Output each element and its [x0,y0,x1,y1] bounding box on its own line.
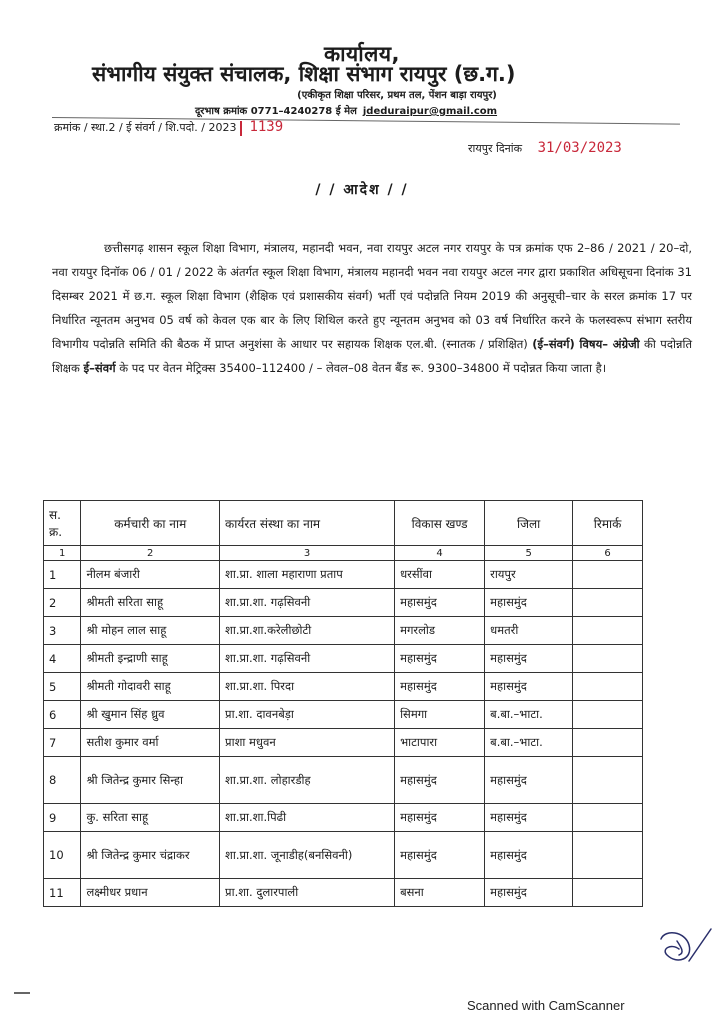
institution-cell: शा.प्रा.शा. गढ़सिवनी [220,589,395,617]
body-bold-cadre-subject: (ई–संवर्ग) विषय– अंग्रेजी [532,337,640,351]
table-row [44,561,643,589]
table-row [44,701,643,729]
signature [655,925,715,975]
remark-cell [573,589,643,617]
serial-cell: 6 [44,701,81,729]
handwritten-date: 31/03/2023 [537,140,622,156]
employee-name-cell: श्री जितेन्द्र कुमार सिन्हा [81,757,220,804]
remark-cell [573,879,643,907]
date-label: रायपुर दिनांक [468,142,523,155]
institution-cell: शा.प्रा.शा. पिरदा [220,673,395,701]
column-number: 1 [44,546,81,561]
employee-name-cell: नीलम बंजारी [81,561,220,589]
header-remark: रिमार्क [573,501,643,546]
district-cell: महासमुंद [485,832,573,879]
district-cell: ब.बा.–भाटा. [485,729,573,757]
block-cell: महासमुंद [395,673,485,701]
contact-line [195,103,497,117]
district-cell: महासमुंद [485,673,573,701]
block-cell: महासमुंद [395,757,485,804]
reference-number [54,119,283,136]
district-cell: धमतरी [485,617,573,645]
body-text-3: के पद पर वेतन मेट्रिक्स 35400–112400 / – लेवल–08 वेतन बैंड रू. 9300–34800 में पदोन्नत किया जाता है। [115,361,607,375]
remark-cell [573,701,643,729]
employee-name-cell: श्री मोहन लाल साहू [81,617,220,645]
column-number: 4 [395,546,485,561]
institution-cell: शा.प्रा.शा. लोहारडीह [220,757,395,804]
remark-cell [573,673,643,701]
district-cell: ब.बा.–भाटा. [485,701,573,729]
header-institution: कार्यरत संस्था का नाम [220,501,395,546]
serial-cell: 8 [44,757,81,804]
employee-name-cell: कु. सरिता साहू [81,804,220,832]
block-cell: महासमुंद [395,645,485,673]
promotion-table [43,500,643,907]
employee-name-cell: सतीश कुमार वर्मा [81,729,220,757]
serial-cell: 1 [44,561,81,589]
block-cell: सिमगा [395,701,485,729]
institution-cell: शा.प्रा.शा.पिढी [220,804,395,832]
district-cell: महासमुंद [485,645,573,673]
table-row [44,804,643,832]
employee-name-cell: लक्ष्मीधर प्रधान [81,879,220,907]
authority-heading: संभागीय संयुक्त संचालक, शिक्षा संभाग रायपुर (छ.ग.) [92,62,516,86]
institution-cell: शा.प्रा.शा. गढ़सिवनी [220,645,395,673]
block-cell: बसना [395,879,485,907]
district-cell: रायपुर [485,561,573,589]
institution-cell: शा.प्रा.शा. जूनाडीह(बनसिवनी) [220,832,395,879]
serial-cell: 9 [44,804,81,832]
handwritten-ref-number: 1139 [249,119,284,135]
serial-cell: 10 [44,832,81,879]
employee-name-cell: श्रीमती इन्द्राणी साहू [81,645,220,673]
block-cell: मगरलोड [395,617,485,645]
reference-label: क्रमांक / स्था.2 / ई संवर्ग / शि.पदो. / 2023 [54,121,237,134]
block-cell: महासमुंद [395,589,485,617]
serial-cell: 2 [44,589,81,617]
block-cell: महासमुंद [395,832,485,879]
table-row [44,617,643,645]
serial-cell: 3 [44,617,81,645]
column-number: 3 [220,546,395,561]
order-date [468,140,622,156]
table-row [44,589,643,617]
remark-cell [573,832,643,879]
block-cell: महासमुंद [395,804,485,832]
institution-cell: प्रा.शा. दावनबेड़ा [220,701,395,729]
email-link[interactable]: jdeduraipur@gmail.com [362,106,498,117]
margin-mark [14,992,30,994]
serial-cell: 11 [44,879,81,907]
order-body [52,236,692,380]
body-text-2: की पदोन्नति शिक्षक [52,337,693,375]
column-number: 6 [573,546,643,561]
remark-cell [573,617,643,645]
district-cell: महासमुंद [485,804,573,832]
district-cell: महासमुंद [485,757,573,804]
table-row [44,673,643,701]
institution-cell: प्राशा मधुवन [220,729,395,757]
header-serial: स. क्र. [44,501,81,546]
phone-label: दूरभाष क्रमांक 0771–4240278 ई मेल [195,106,357,117]
column-number: 5 [485,546,573,561]
header-employee-name: कर्मचारी का नाम [81,501,220,546]
office-address: (एकीकृत शिक्षा परिसर, प्रथम तल, पेंशन बाड़ा रायपुर) [297,90,497,101]
remark-cell [573,645,643,673]
serial-cell: 4 [44,645,81,673]
institution-cell: शा.प्रा.शा.करेलीछोटी [220,617,395,645]
block-cell: धरसींवा [395,561,485,589]
employee-name-cell: श्रीमती गोदावरी साहू [81,673,220,701]
block-cell: भाटापारा [395,729,485,757]
order-title: / / आदेश / / [315,182,409,198]
serial-cell: 5 [44,673,81,701]
office-heading: कार्यालय, [323,42,401,66]
institution-cell: शा.प्रा. शाला महाराणा प्रताप [220,561,395,589]
employee-name-cell: श्री जितेन्द्र कुमार चंद्राकर [81,832,220,879]
remark-cell [573,757,643,804]
body-bold-cadre: ई–संवर्ग [83,361,116,375]
header-block: विकास खण्ड [395,501,485,546]
institution-cell: प्रा.शा. दुलारपाली [220,879,395,907]
employee-name-cell: श्रीमती सरिता साहू [81,589,220,617]
remark-cell [573,561,643,589]
serial-cell: 7 [44,729,81,757]
handwritten-separator [240,121,242,136]
district-cell: महासमुंद [485,879,573,907]
table-row [44,729,643,757]
table-row [44,879,643,907]
column-number-row [44,546,643,561]
district-cell: महासमुंद [485,589,573,617]
remark-cell [573,729,643,757]
table-row [44,645,643,673]
table-row [44,757,643,804]
remark-cell [573,804,643,832]
table-header-row [44,501,643,546]
employee-name-cell: श्री खुमान सिंह ध्रुव [81,701,220,729]
body-text-1: छत्तीसगढ़ शासन स्कूल शिक्षा विभाग, मंत्रालय, महानदी भवन, नवा रायपुर अटल नगर रायपुर के पत्र क्रमांक एफ 2–86 / 2021 / 20–दो, नवा रायपुर दिनॉक 06 / 01 / 2022 के अंतर्गत स्कूल शिक्षा विभाग, मंत्रालय महानदी भवन नवा रायपुर अटल नगर द्वारा प्रकाशित अधिसूचना दिनांक 31 दिसम्बर 2021 में छ.ग. स्कूल शिक्षा विभाग (शैक्षिक एवं प्रशासकीय संवर्ग) भर्ती एवं पदोन्नति नियम 2019 की अनुसूची–चार के सरल क्रमांक 17 पर निर्धारित न्यूनतम अनुभव 05 वर्ष को केवल एक बार के लिए शिथिल करते हुए न्यूनतम अनुभव को 03 वर्ष निर्धारित करने के फलस्वरूप संभाग स्तरीय विभागीय पदोन्नति समिति की बैठक में प्राप्त अनुशंसा के आधार पर सहायक शिक्षक एल.बी. (स्नातक / प्रशिक्षित) [52,241,692,351]
table-row [44,832,643,879]
header-district: जिला [485,501,573,546]
column-number: 2 [81,546,220,561]
camscanner-watermark: Scanned with CamScanner [467,998,625,1013]
